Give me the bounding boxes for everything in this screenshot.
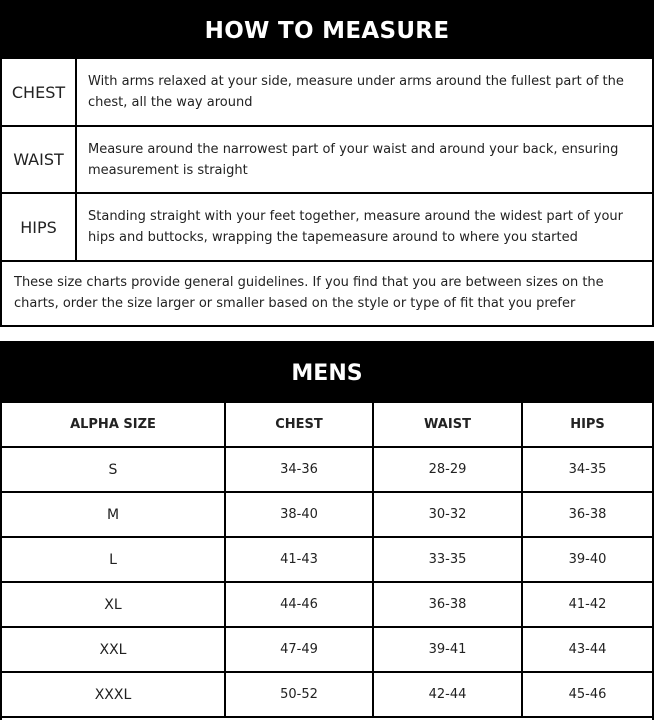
measure-row-chest: [2, 59, 652, 127]
alpha-size-cell: XL: [2, 582, 225, 627]
table-row: [2, 447, 652, 492]
measure-label: HIPS: [2, 194, 77, 260]
hips-cell: 45-46: [522, 672, 652, 717]
alpha-size-cell: XXL: [2, 627, 225, 672]
chest-cell: 41-43: [225, 537, 373, 582]
chest-cell: 34-36: [225, 447, 373, 492]
table-row: [2, 537, 652, 582]
mens-size-chart: [0, 341, 654, 720]
measure-instruction: Standing straight with your feet together, measure around the widest part of your hips and buttocks, wrapping the tapemeasure around to where you started: [88, 209, 623, 245]
how-to-measure-title: HOW TO MEASURE: [2, 2, 652, 59]
waist-cell: 36-38: [373, 582, 522, 627]
column-header-chest: CHEST: [225, 403, 373, 447]
table-header-row: [2, 403, 652, 447]
column-header-waist: WAIST: [373, 403, 522, 447]
alpha-size-cell: L: [2, 537, 225, 582]
measure-row-hips: [2, 194, 652, 262]
waist-cell: 33-35: [373, 537, 522, 582]
hips-cell: 43-44: [522, 627, 652, 672]
alpha-size-cell: M: [2, 492, 225, 537]
column-header-hips: HIPS: [522, 403, 652, 447]
hips-cell: 39-40: [522, 537, 652, 582]
hips-cell: 34-35: [522, 447, 652, 492]
chest-cell: 38-40: [225, 492, 373, 537]
chest-cell: 47-49: [225, 627, 373, 672]
measure-row-waist: [2, 127, 652, 194]
table-row: [2, 627, 652, 672]
measure-label: WAIST: [2, 127, 77, 192]
column-header-alpha-size: ALPHA SIZE: [2, 403, 225, 447]
waist-cell: 42-44: [373, 672, 522, 717]
waist-cell: 39-41: [373, 627, 522, 672]
measure-instruction: With arms relaxed at your side, measure under arms around the fullest part of the chest, all the way around: [88, 74, 624, 110]
hips-cell: 36-38: [522, 492, 652, 537]
measure-label: CHEST: [2, 59, 77, 125]
table-row: [2, 582, 652, 627]
waist-cell: 30-32: [373, 492, 522, 537]
mens-size-table: [2, 403, 652, 718]
table-row: [2, 492, 652, 537]
table-row: [2, 672, 652, 717]
hips-cell: 41-42: [522, 582, 652, 627]
chest-cell: 44-46: [225, 582, 373, 627]
size-guideline-note: These size charts provide general guidelines. If you find that you are between sizes on the charts, order the size larger or smaller based on the style or type of fit that you prefer: [14, 275, 604, 311]
alpha-size-cell: S: [2, 447, 225, 492]
how-to-measure-section: [0, 0, 654, 327]
mens-title: MENS: [2, 343, 652, 403]
chest-cell: 50-52: [225, 672, 373, 717]
alpha-size-cell: XXXL: [2, 672, 225, 717]
waist-cell: 28-29: [373, 447, 522, 492]
measure-instruction: Measure around the narrowest part of your waist and around your back, ensuring measurement is straight: [88, 141, 619, 178]
